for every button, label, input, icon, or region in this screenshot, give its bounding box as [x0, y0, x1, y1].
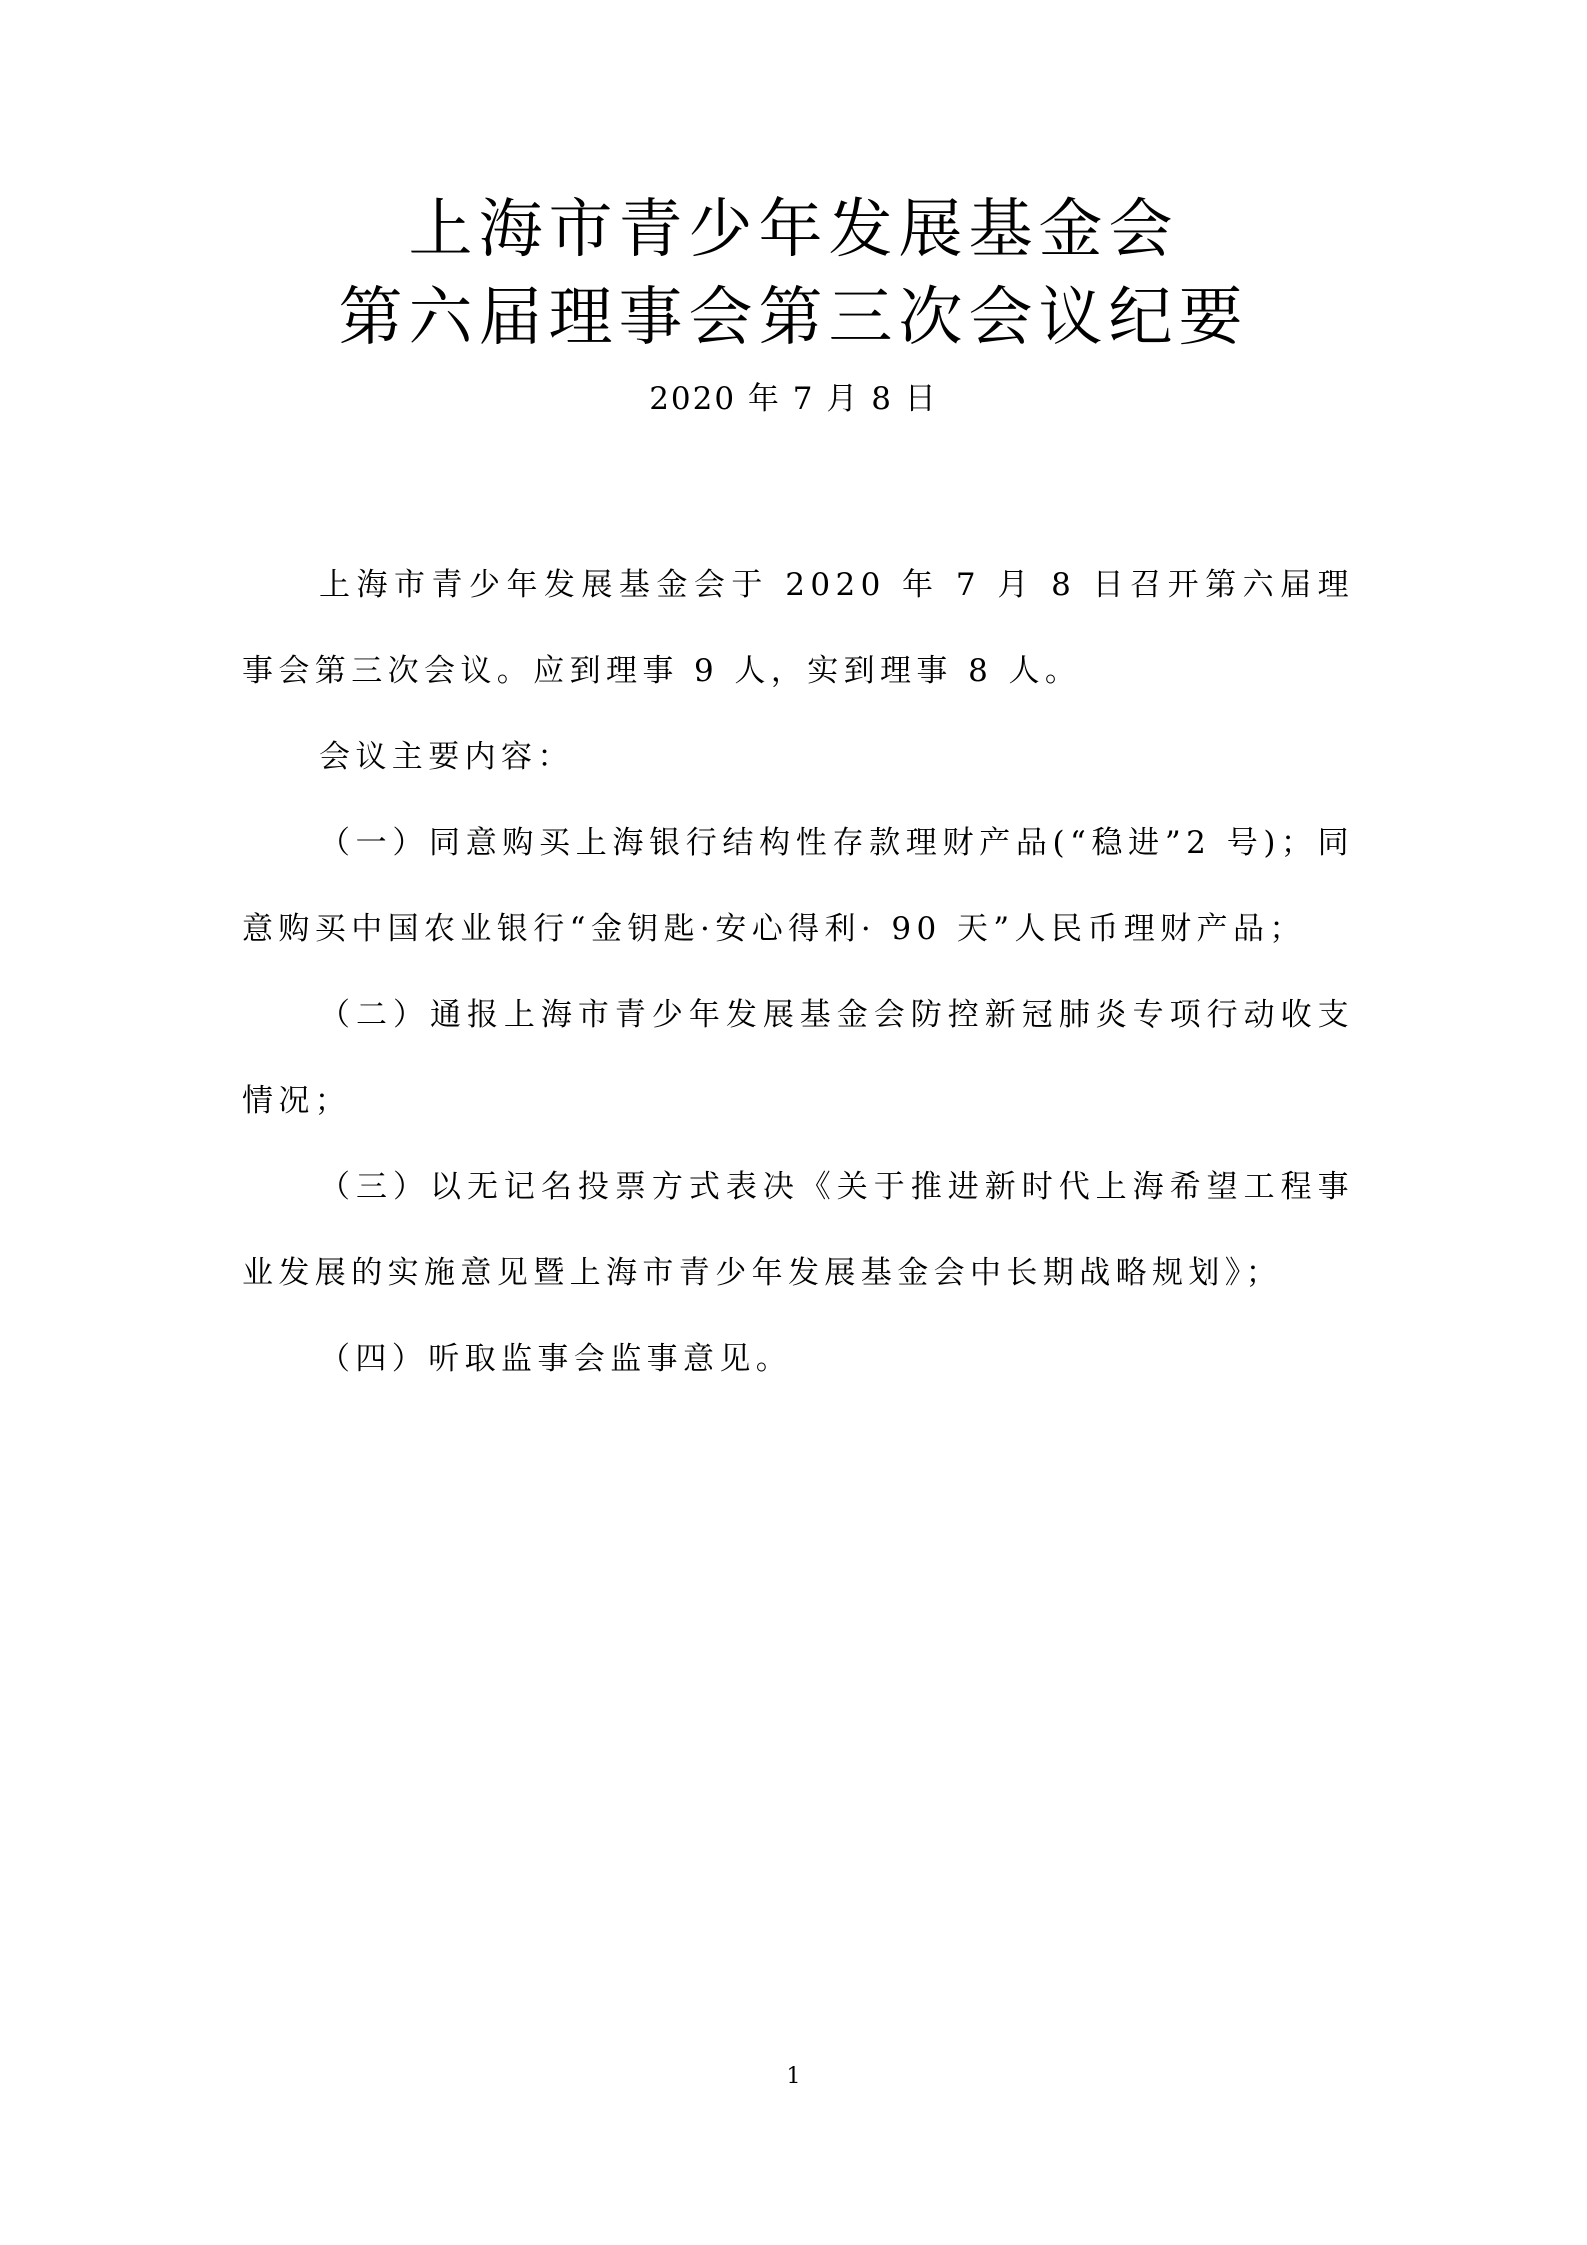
document-body [242, 542, 1354, 1402]
paragraph-item-2: （二）通报上海市青少年发展基金会防控新冠肺炎专项行动收支情况； [242, 997, 1354, 1119]
paragraph-item-1: （一）同意购买上海银行结构性存款理财产品(“稳进”2 号)；同意购买中国农业银行“金钥匙·安心得利· 90 天”人民币理财产品； [242, 825, 1354, 947]
paragraph-item-3: （三）以无记名投票方式表决《关于推进新时代上海希望工程事业发展的实施意见暨上海市青少年发展基金会中长期战略规划》； [242, 1169, 1354, 1291]
meeting-date: 2020 年 7 月 8 日 [649, 381, 938, 417]
document-title-line-2: 第六届理事会第三次会议纪要 [338, 281, 1249, 355]
document-title-line-1: 上海市青少年发展基金会 [408, 193, 1179, 267]
paragraph-agenda-heading: 会议主要内容： [319, 739, 574, 775]
page-number: 1 [786, 2064, 801, 2089]
paragraph-intro: 上海市青少年发展基金会于 2020 年 7 月 8 日召开第六届理事会第三次会议。应到理事 9 人，实到理事 8 人。 [242, 567, 1354, 689]
paragraph-item-4: （四）听取监事会监事意见。 [319, 1341, 793, 1377]
